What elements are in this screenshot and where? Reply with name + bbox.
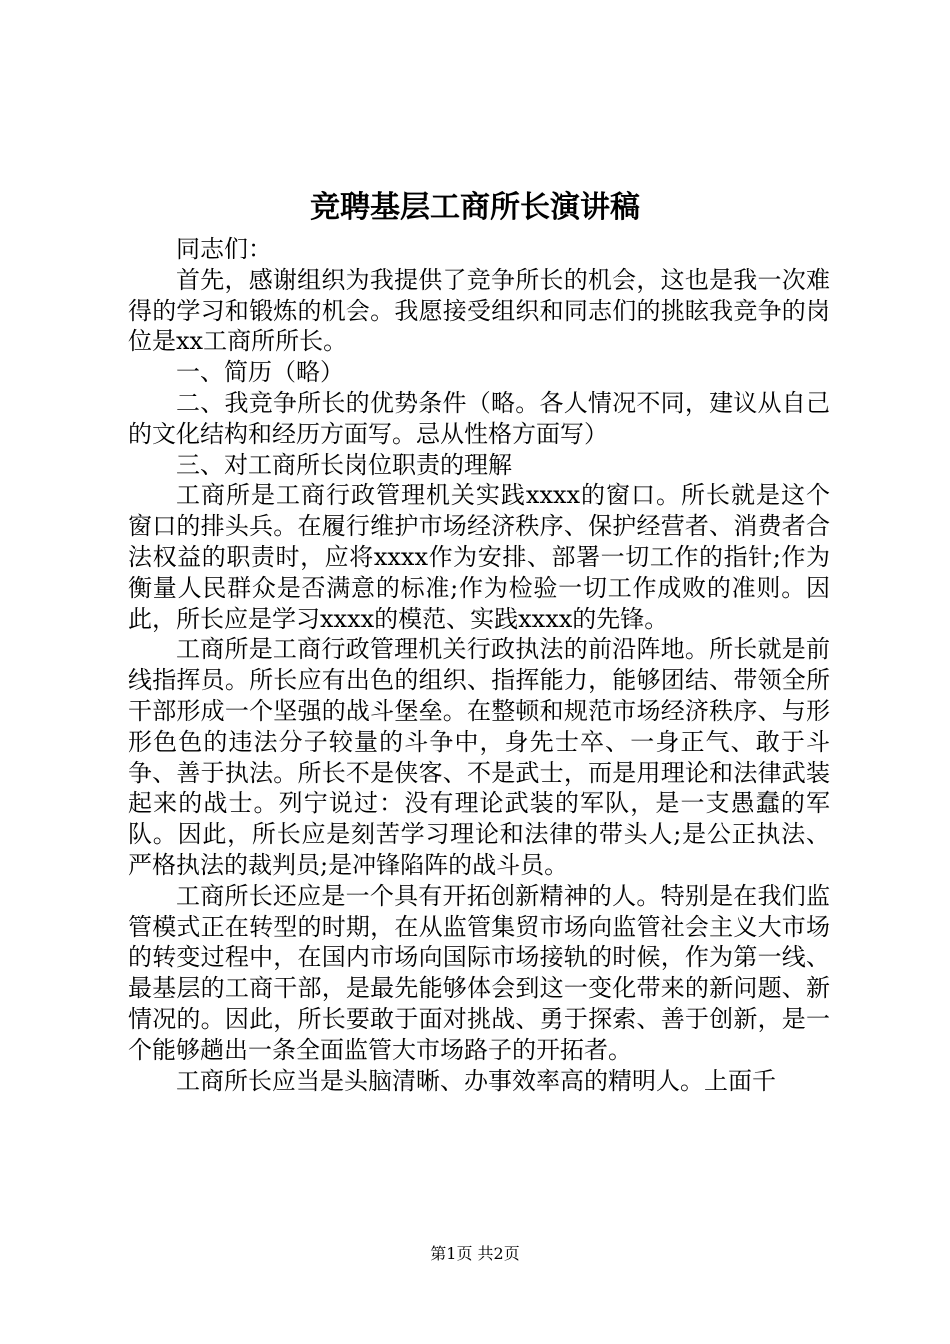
page-footer: 第1页 共2页 xyxy=(430,1244,520,1263)
paragraph: 首先，感谢组织为我提供了竞争所长的机会，这也是我一次难得的学习和锻炼的机会。我愿接受组织和同志们的挑眩我竞争的岗位是xx工商所所长。 xyxy=(128,265,830,356)
paragraph: 工商所是工商行政管理机关行政执法的前沿阵地。所长就是前线指挥员。所长应有出色的组织、指挥能力，能够团结、带领全所干部形成一个坚强的战斗堡垒。在整顿和规范市场经济秩序、与形形色色的违法分子较量的斗争中，身先士卒、一身正气、敢于斗争、善于执法。所长不是侠客、不是武士，而是用理论和法律武装起来的战士。列宁说过：没有理论武装的军队，是一支愚蠢的军队。因此，所长应是刻苦学习理论和法律的带头人;是公正执法、严格执法的裁判员;是冲锋陷阵的战斗员。 xyxy=(128,635,830,879)
section-heading: 一、简历（略） xyxy=(176,358,344,387)
section-heading: 二、我竞争所长的优势条件（略。各人情况不同，建议从自己的文化结构和经历方面写。忌从性格方面写） xyxy=(128,388,830,448)
section-heading: 三、对工商所长岗位职责的理解 xyxy=(176,450,512,479)
paragraph: 工商所长应当是头脑清晰、办事效率高的精明人。上面千 xyxy=(176,1066,776,1095)
paragraph: 工商所是工商行政管理机关实践xxxx的窗口。所长就是这个窗口的排头兵。在履行维护市场经济秩序、保护经营者、消费者合法权益的职责时，应将xxxx作为安排、部署一切工作的指针;作为衡量人民群众是否满意的标准;作为检验一切工作成败的准则。因此，所长应是学习xxxx的模范、实践xxxx的先锋。 xyxy=(128,481,830,633)
document-body xyxy=(128,234,830,1096)
paragraph: 工商所长还应是一个具有开拓创新精神的人。特别是在我们监管模式正在转型的时期，在从监管集贸市场向监管社会主义大市场的转变过程中，在国内市场向国际市场接轨的时候，作为第一线、最基层的工商干部，是最先能够体会到这一变化带来的新问题、新情况的。因此，所长要敢于面对挑战、勇于探索、善于创新，是一个能够趟出一条全面监管大市场路子的开拓者。 xyxy=(128,881,830,1064)
document-title: 竞聘基层工商所长演讲稿 xyxy=(310,190,640,225)
salutation: 同志们： xyxy=(176,235,272,263)
